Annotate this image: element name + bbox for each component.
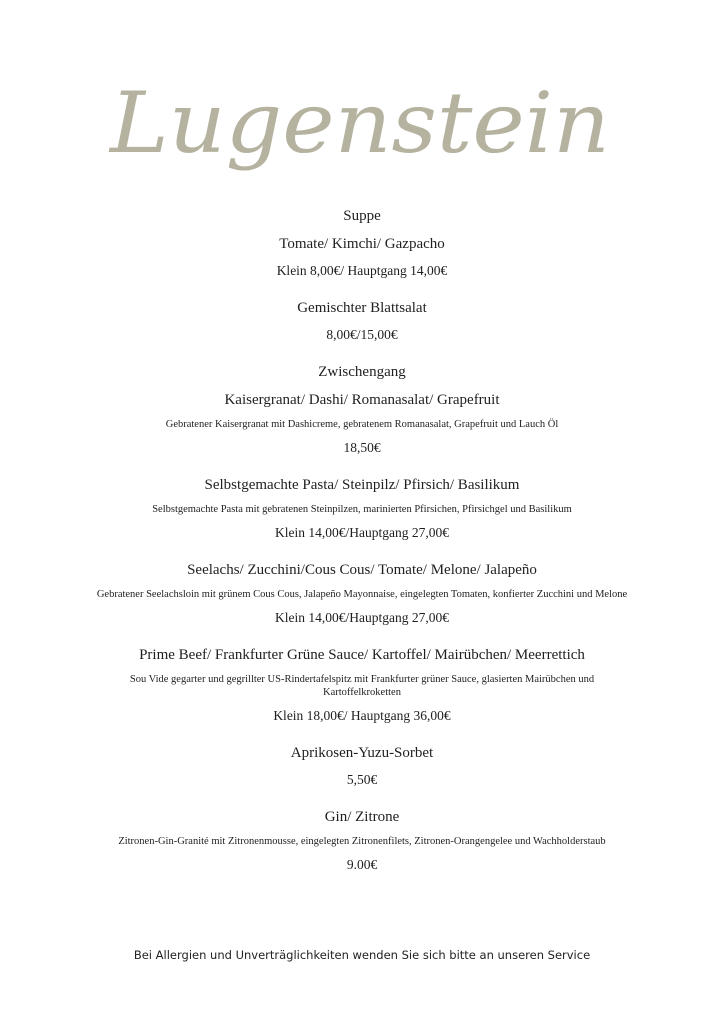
dish-description: Gebratener Seelachsloin mit grünem Cous Cous, Jalapeño Mayonnaise, eingelegten Tomaten, konfierter Zucchini und Melone bbox=[96, 589, 628, 600]
allergy-note: Bei Allergien und Unverträglichkeiten wenden Sie sich bitte an unseren Service bbox=[133, 948, 591, 962]
menu-section-starter bbox=[0, 362, 724, 457]
menu-section-sorbet bbox=[0, 743, 724, 789]
dish-description: Gebratener Kaisergranat mit Dashicreme, gebratenem Romanasalat, Grapefruit und Lauch Öl bbox=[165, 419, 559, 430]
dish-price: Klein 14,00€/Hauptgang 27,00€ bbox=[275, 525, 449, 540]
dish-title: Kaisergranat/ Dashi/ Romanasalat/ Grapefruit bbox=[224, 392, 500, 408]
menu-section-beef bbox=[0, 645, 724, 725]
menu-section-dessert bbox=[0, 807, 724, 874]
menu-section-soup bbox=[0, 206, 724, 280]
dish-price: Klein 18,00€/ Hauptgang 36,00€ bbox=[273, 708, 451, 723]
dish-description: Zitronen-Gin-Granité mit Zitronenmousse, eingelegten Zitronenfilets, Zitronen-Orangengelee und Wachholderstaub bbox=[118, 836, 606, 847]
logo-text: Lugenstein bbox=[107, 78, 610, 172]
course-category: Zwischengang bbox=[318, 364, 406, 380]
course-category: Suppe bbox=[343, 208, 381, 224]
menu-section-fish bbox=[0, 560, 724, 627]
logo-wordmark bbox=[100, 78, 620, 178]
dish-title: Seelachs/ Zucchini/Cous Cous/ Tomate/ Melone/ Jalapeño bbox=[187, 562, 537, 578]
dish-price: Klein 8,00€/ Hauptgang 14,00€ bbox=[276, 263, 448, 278]
menu-section-pasta bbox=[0, 475, 724, 542]
dish-title: Aprikosen-Yuzu-Sorbet bbox=[290, 745, 434, 761]
dish-price: 18,50€ bbox=[343, 440, 381, 455]
dish-title: Prime Beef/ Frankfurter Grüne Sauce/ Kartoffel/ Mairübchen/ Meerrettich bbox=[139, 647, 585, 663]
menu-list bbox=[0, 206, 724, 892]
dish-price: 5,50€ bbox=[346, 772, 378, 787]
dish-title: Tomate/ Kimchi/ Gazpacho bbox=[279, 236, 445, 252]
dish-price: 8,00€/15,00€ bbox=[326, 327, 398, 342]
dish-title: Gemischter Blattsalat bbox=[297, 300, 427, 316]
logo bbox=[100, 78, 620, 178]
dish-title: Gin/ Zitrone bbox=[324, 809, 400, 825]
dish-description: Sou Vide gegarter und gegrillter US-Rindertafelspitz mit Frankfurter grüner Sauce, glasierten Mairübchen und Kartoffelkroketten bbox=[129, 674, 595, 698]
dish-title: Selbstgemachte Pasta/ Steinpilz/ Pfirsich/ Basilikum bbox=[204, 477, 520, 493]
dish-price: Klein 14,00€/Hauptgang 27,00€ bbox=[275, 610, 449, 625]
menu-section-salad bbox=[0, 298, 724, 344]
dish-price: 9.00€ bbox=[346, 857, 378, 872]
dish-description: Selbstgemachte Pasta mit gebratenen Steinpilzen, marinierten Pfirsichen, Pfirsichgel und Basilikum bbox=[152, 504, 572, 515]
